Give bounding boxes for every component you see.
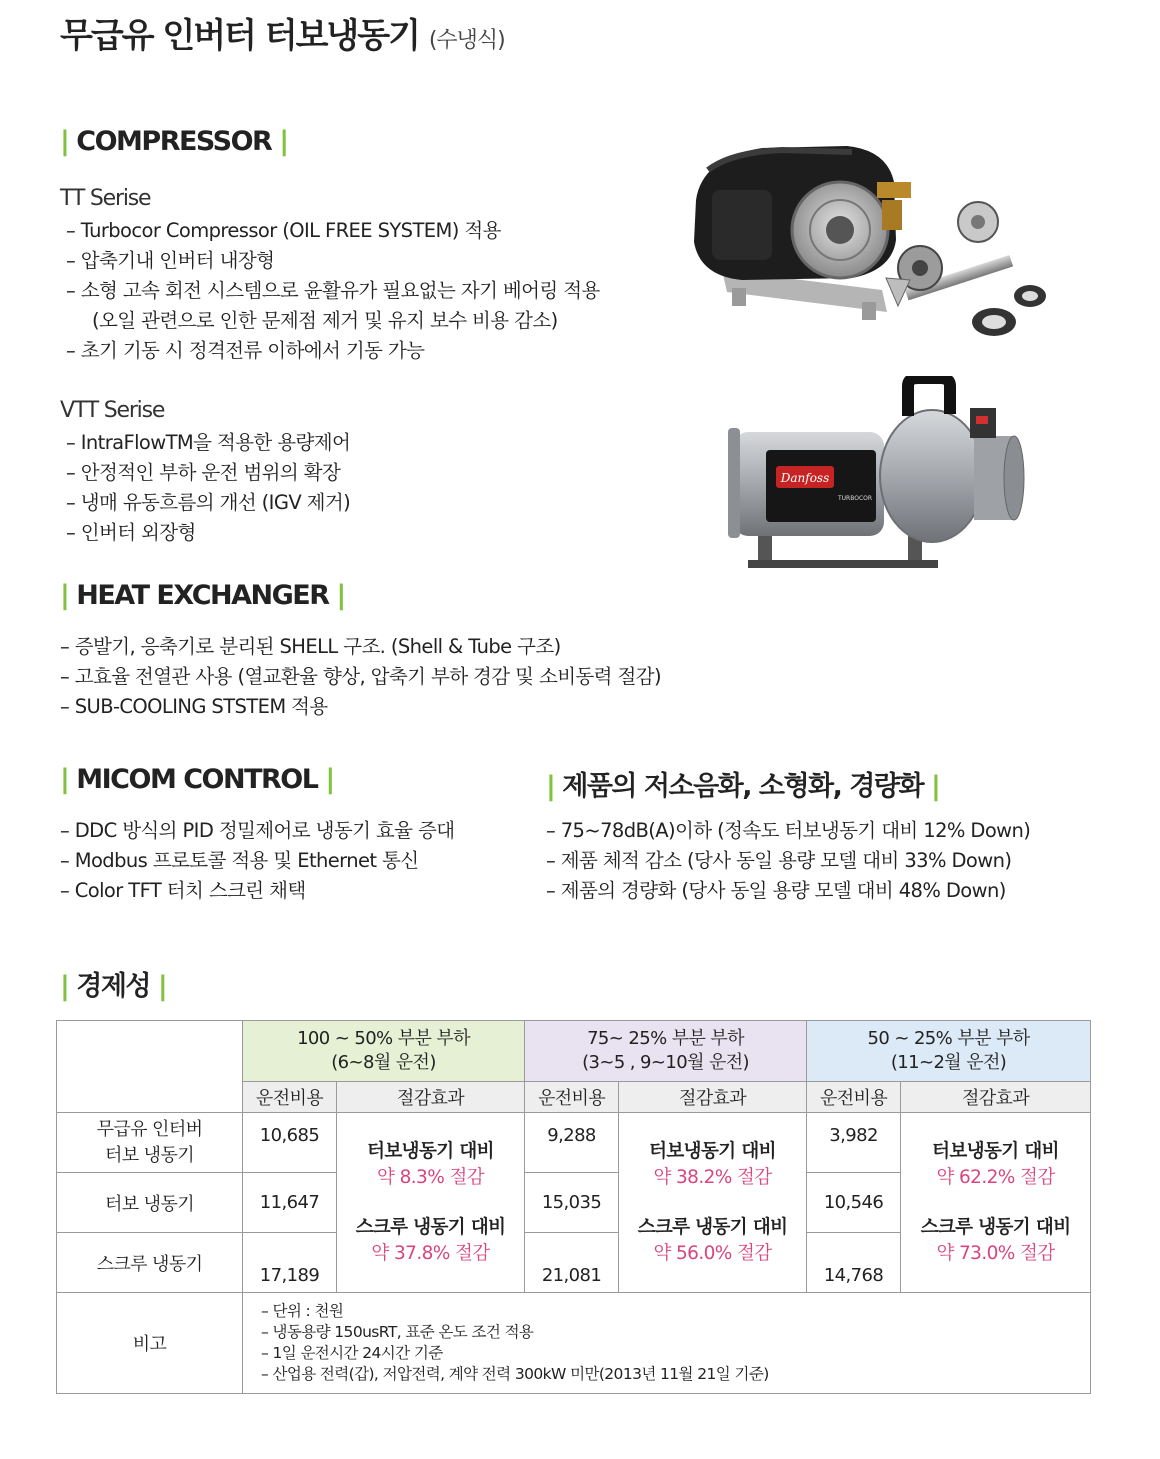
vtt-compressor-image: [718, 376, 1028, 574]
column-header-effect: 절감효과: [619, 1082, 807, 1113]
note-line: – 산업용 전력(갑), 저압전력, 계약 전력 300kW 미만(2013년 11월 21일 기준): [261, 1365, 769, 1383]
section-heat-exchanger-heading: | HEAT EXCHANGER |: [60, 580, 345, 611]
turbocor-badge: TURBOCOR: [838, 495, 873, 502]
effect-screw-value: 약 56.0% 절감: [653, 1242, 772, 1264]
list-item: – 안정적인 부하 운전 범위의 확장: [66, 461, 341, 484]
note-line: – 단위 : 천원: [261, 1302, 344, 1320]
list-item: – 냉매 유동흐름의 개선 (IGV 제거): [66, 491, 351, 514]
vtt-series-list: [66, 428, 350, 548]
cost-value: 10,546: [807, 1173, 901, 1233]
tt-compressor-illustration: [672, 130, 1052, 350]
effect-turbo-value: 약 62.2% 절감: [936, 1166, 1055, 1188]
cost-value: 17,189: [243, 1233, 337, 1293]
vtt-series-title: VTT Serise: [60, 398, 165, 423]
table-row-notes: [57, 1293, 1091, 1394]
group-header-2-line1: 75~ 25% 부분 부하: [587, 1028, 744, 1049]
effect-screw-value: 약 37.8% 절감: [371, 1242, 490, 1264]
tt-series-list: [66, 216, 600, 366]
list-item: – 증발기, 응축기로 분리된 SHELL 구조. (Shell & Tube 구조): [60, 635, 561, 658]
savings-effect-1: [337, 1113, 525, 1293]
table-row: [57, 1113, 1091, 1173]
list-item: – Modbus 프로토콜 적용 및 Ethernet 통신: [60, 849, 419, 872]
group-header-2-line2: (3~5 , 9~10월 운전): [582, 1052, 749, 1073]
row-label: 터보 냉동기: [57, 1173, 243, 1233]
heat-exchanger-heading-text: HEAT EXCHANGER: [76, 580, 329, 611]
list-item: – 인버터 외장형: [66, 521, 196, 544]
effect-screw-label: 스크루 냉동기 대비: [920, 1216, 1071, 1238]
note-line: – 1일 운전시간 24시간 기준: [261, 1344, 443, 1362]
group-header-2: [525, 1021, 807, 1082]
table-corner-cell: [57, 1021, 243, 1113]
effect-screw-label: 스크루 냉동기 대비: [637, 1216, 788, 1238]
list-item: – Color TFT 터치 스크린 채택: [60, 879, 306, 902]
danfoss-logo: Danfoss: [780, 471, 830, 485]
page-title-suffix: (수냉식): [428, 28, 505, 53]
section-features-heading: | 제품의 저소음화, 소형화, 경량화 |: [546, 771, 940, 802]
cost-value: 14,768: [807, 1233, 901, 1293]
row-label: [57, 1113, 243, 1173]
group-header-3: [807, 1021, 1091, 1082]
column-header-cost: 운전비용: [807, 1082, 901, 1113]
row-label-line2: 터보 냉동기: [104, 1144, 195, 1166]
list-item: – 고효율 전열관 사용 (열교환율 향상, 압축기 부하 경감 및 소비동력 절감): [60, 665, 661, 688]
list-item: – 초기 기동 시 정격전류 이하에서 기동 가능: [66, 339, 425, 362]
effect-screw-label: 스크루 냉동기 대비: [355, 1216, 506, 1238]
cost-value: 11,647: [243, 1173, 337, 1233]
cost-value: 9,288: [525, 1113, 619, 1173]
vtt-compressor-illustration: [718, 376, 1028, 574]
economy-heading-text: 경제성: [76, 971, 151, 1002]
list-item: – IntraFlowTM을 적용한 용량제어: [66, 431, 351, 454]
page-title-main: 무급유 인버터 터보냉동기: [60, 16, 419, 56]
group-header-1: [243, 1021, 525, 1082]
heat-exchanger-list: [60, 632, 661, 722]
column-header-effect: 절감효과: [337, 1082, 525, 1113]
tt-series-title: TT Serise: [60, 186, 151, 211]
list-item: – 압축기내 인버터 내장형: [66, 249, 275, 272]
notes-cell: [243, 1293, 1091, 1394]
group-header-1-line1: 100 ~ 50% 부분 부하: [297, 1028, 470, 1049]
effect-turbo-value: 약 8.3% 절감: [377, 1166, 484, 1188]
section-micom-heading: | MICOM CONTROL |: [60, 764, 334, 795]
cost-value: 15,035: [525, 1173, 619, 1233]
savings-effect-2: [619, 1113, 807, 1293]
cost-value: 21,081: [525, 1233, 619, 1293]
row-label: 스크루 냉동기: [57, 1233, 243, 1293]
compressor-heading-text: COMPRESSOR: [76, 126, 272, 157]
micom-heading-text: MICOM CONTROL: [76, 764, 318, 795]
effect-turbo-label: 터보냉동기 대비: [932, 1140, 1059, 1162]
list-item: – 75~78dB(A)이하 (정속도 터보냉동기 대비 12% Down): [546, 819, 1031, 842]
effect-turbo-value: 약 38.2% 절감: [653, 1166, 772, 1188]
note-line: – 냉동용량 150usRT, 표준 온도 조건 적용: [261, 1323, 534, 1341]
list-item: – DDC 방식의 PID 정밀제어로 냉동기 효율 증대: [60, 819, 455, 842]
notes-label: 비고: [57, 1293, 243, 1394]
features-heading-text: 제품의 저소음화, 소형화, 경량화: [562, 771, 924, 802]
effect-screw-value: 약 73.0% 절감: [936, 1242, 1055, 1264]
page-title: [60, 8, 505, 57]
list-item: – 제품의 경량화 (당사 동일 용량 모델 대비 48% Down): [546, 879, 1006, 902]
column-header-effect: 절감효과: [901, 1082, 1091, 1113]
savings-effect-3: [901, 1113, 1091, 1293]
list-item: (오일 관련으로 인한 문제점 제거 및 유지 보수 비용 감소): [92, 309, 558, 332]
group-header-3-line1: 50 ~ 25% 부분 부하: [867, 1028, 1030, 1049]
effect-turbo-label: 터보냉동기 대비: [367, 1140, 494, 1162]
micom-list: [60, 816, 454, 906]
section-economy-heading: | 경제성 |: [60, 971, 167, 1002]
row-label-line1: 무급유 인터버: [96, 1118, 203, 1140]
column-header-cost: 운전비용: [243, 1082, 337, 1113]
features-list: [546, 816, 1030, 906]
cost-value: 10,685: [243, 1113, 337, 1173]
effect-turbo-label: 터보냉동기 대비: [649, 1140, 776, 1162]
section-compressor-heading: | COMPRESSOR |: [60, 126, 288, 157]
economy-table: [56, 1020, 1091, 1394]
list-item: – 제품 체적 감소 (당사 동일 용량 모델 대비 33% Down): [546, 849, 1012, 872]
cost-value: 3,982: [807, 1113, 901, 1173]
list-item: – Turbocor Compressor (OIL FREE SYSTEM) 적용: [66, 219, 501, 242]
list-item: – 소형 고속 회전 시스템으로 윤활유가 필요없는 자기 베어링 적용: [66, 279, 600, 302]
column-header-cost: 운전비용: [525, 1082, 619, 1113]
group-header-1-line2: (6~8월 운전): [331, 1052, 436, 1073]
group-header-3-line2: (11~2월 운전): [890, 1052, 1007, 1073]
list-item: – SUB-COOLING STSTEM 적용: [60, 695, 328, 718]
tt-compressor-image: [672, 130, 1052, 350]
